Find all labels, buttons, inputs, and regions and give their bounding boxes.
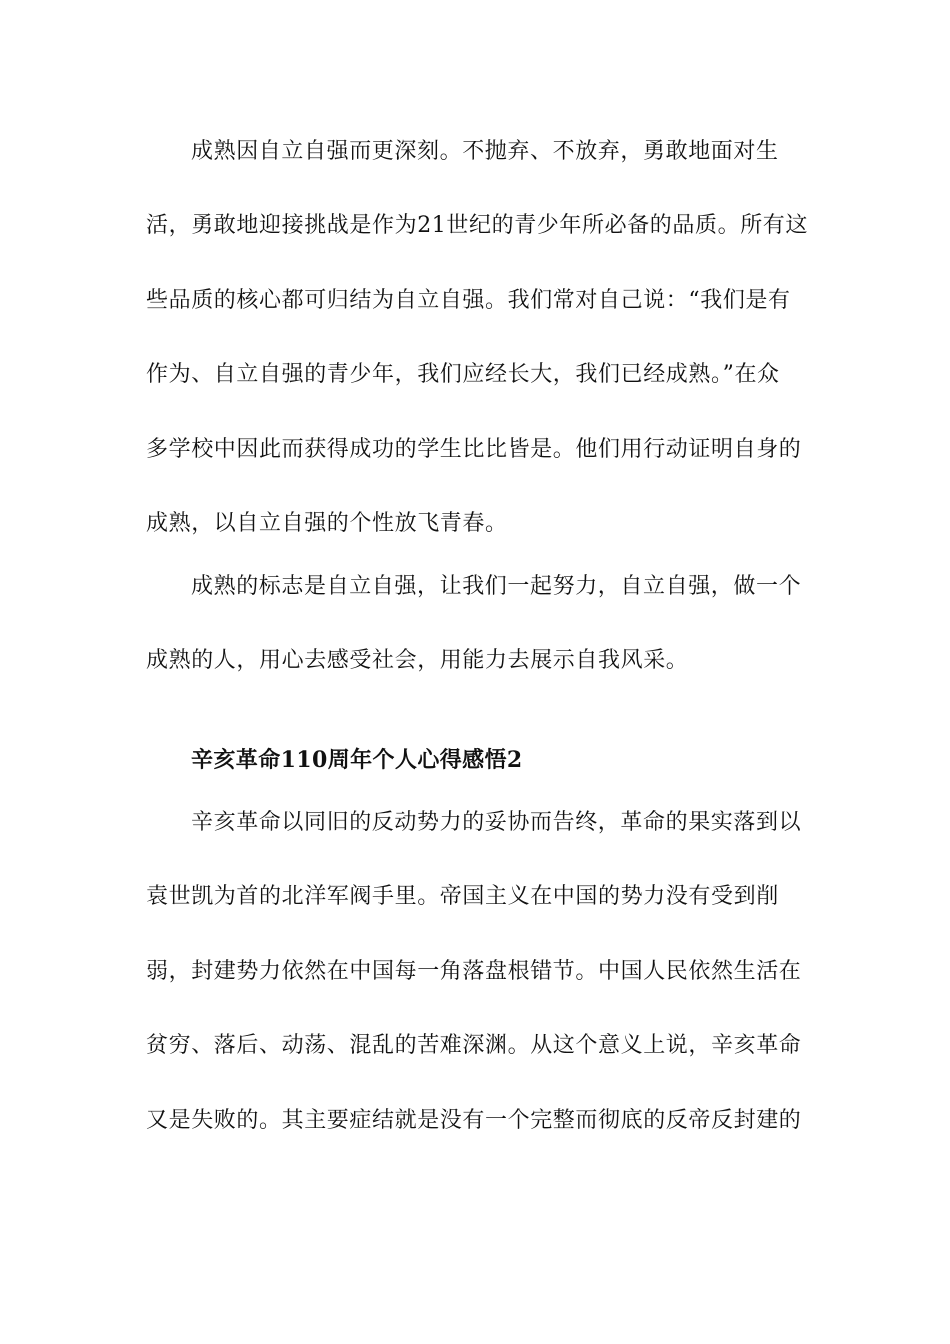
paragraph-line: 弱，封建势力依然在中国每一角落盘根错节。中国人民依然生活在: [146, 959, 802, 984]
paragraph-line: 成熟的人，用心去感受社会，用能力去展示自我风采。: [146, 648, 689, 673]
paragraph-line: 成熟因自立自强而更深刻。不抛弃、不放弃，勇敢地面对生: [191, 139, 779, 164]
paragraph-line: 些品质的核心都可归结为自立自强。我们常对自己说：“我们是有: [146, 288, 791, 313]
paragraph-line: 多学校中因此而获得成功的学生比比皆是。他们用行动证明自身的: [146, 437, 802, 462]
paragraph-line: 成熟，以自立自强的个性放飞青春。: [146, 511, 508, 536]
paragraph-line: 活，勇敢地迎接挑战是作为21世纪的青少年所必备的品质。所有这: [146, 213, 808, 238]
paragraph-line: 成熟的标志是自立自强，让我们一起努力，自立自强，做一个: [191, 574, 802, 599]
paragraph-line: 作为、自立自强的青少年，我们应经长大，我们已经成熟。”在众: [146, 362, 780, 387]
paragraph-line: 袁世凯为首的北洋军阀手里。帝国主义在中国的势力没有受到削: [146, 884, 779, 909]
paragraph-line: 又是失败的。其主要症结就是没有一个完整而彻底的反帝反封建的: [146, 1108, 802, 1133]
section-heading: 辛亥革命110周年个人心得感悟2: [191, 747, 523, 773]
paragraph-line: 辛亥革命以同旧的反动势力的妥协而告终，革命的果实落到以: [191, 810, 802, 835]
paragraph-line: 贫穷、落后、动荡、混乱的苦难深渊。从这个意义上说，辛亥革命: [146, 1033, 802, 1058]
